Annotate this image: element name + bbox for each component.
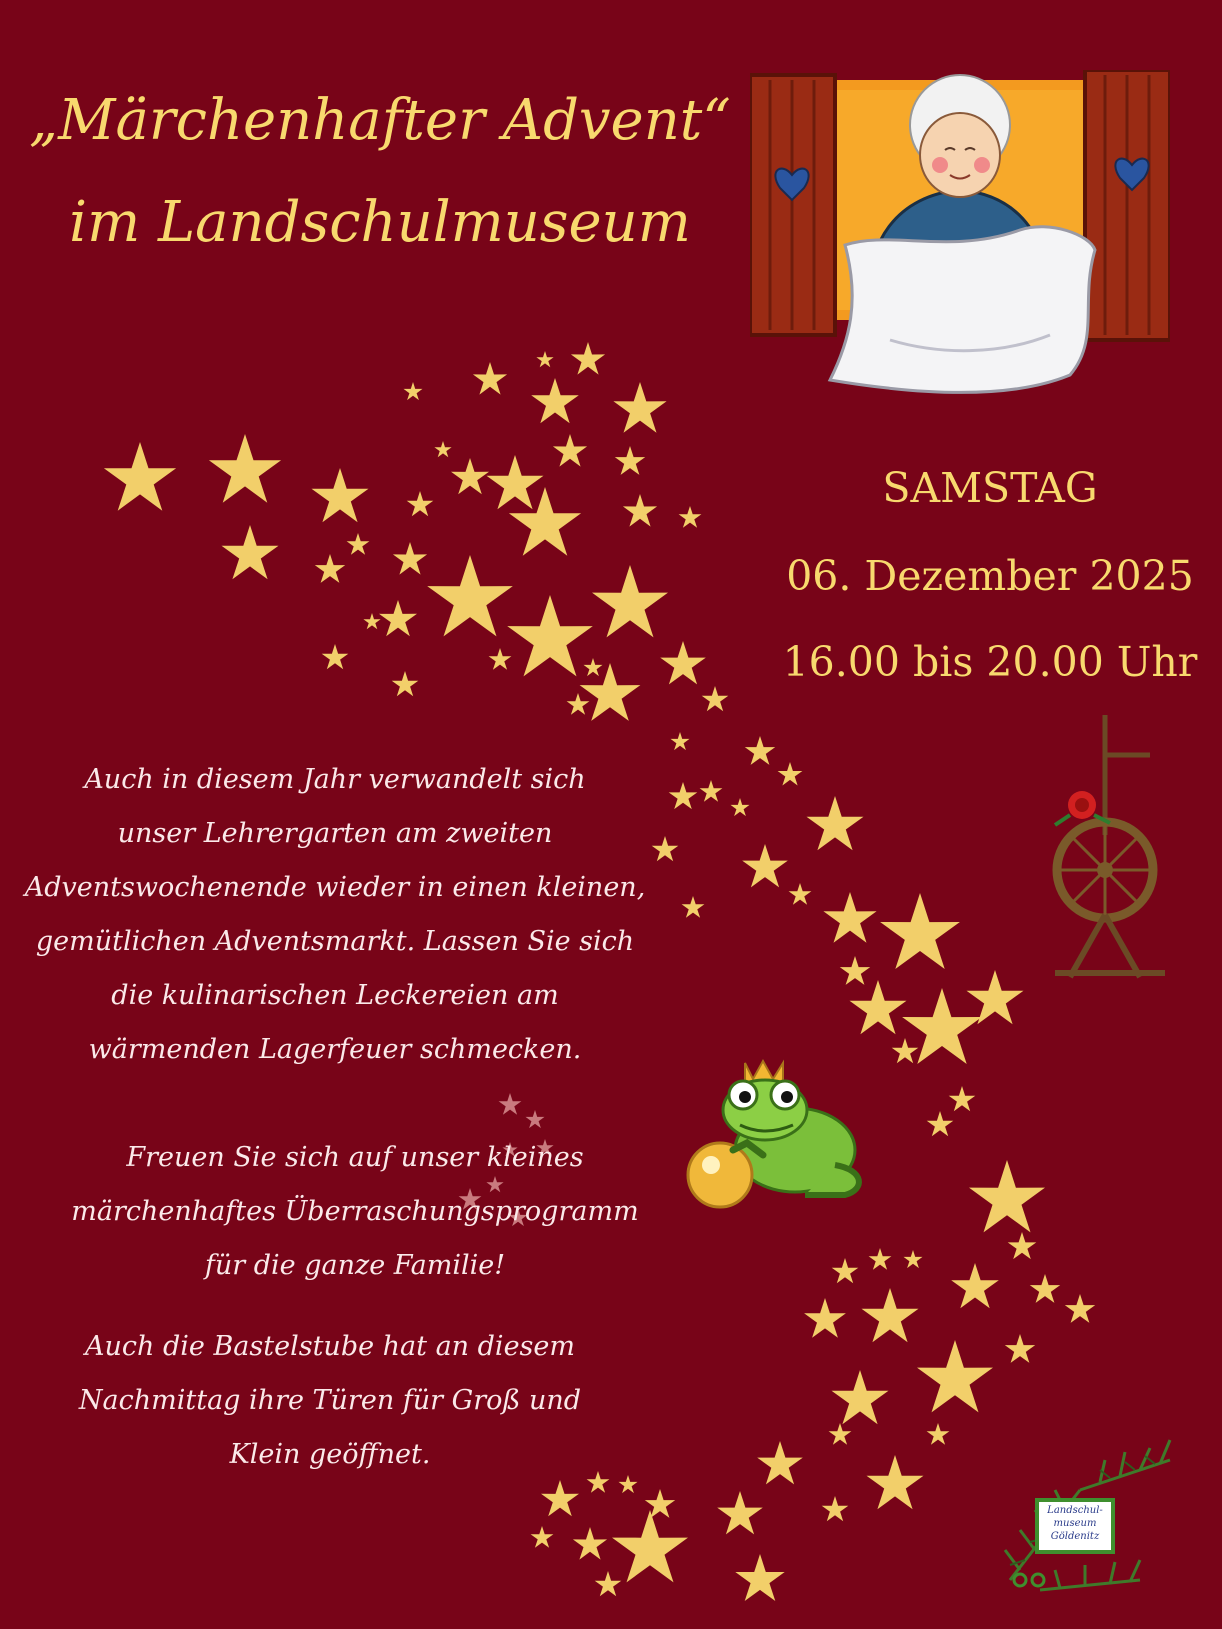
star-icon: [451, 458, 489, 494]
star-icon: [584, 658, 603, 676]
star-icon: [392, 671, 419, 696]
star-icon: [757, 1441, 803, 1484]
star-icon: [507, 595, 593, 676]
star-icon: [379, 600, 417, 636]
star-icon: [679, 506, 702, 528]
title-line-1: „Märchenhafter Advent“: [29, 88, 731, 153]
star-icon: [315, 554, 345, 583]
star-icon: [473, 362, 507, 395]
title-line-2: im Landschulmuseum: [69, 190, 691, 255]
star-icon: [927, 1423, 950, 1445]
star-icon: [623, 494, 657, 527]
star-icon: [789, 883, 812, 905]
star-icon: [567, 693, 590, 715]
star-icon: [487, 455, 544, 509]
star-icon: [209, 434, 281, 503]
star-icon: [702, 686, 729, 711]
star-icon: [823, 892, 876, 943]
star-icon: [489, 648, 512, 670]
star-icon: [904, 1250, 923, 1268]
paragraph-market: Auch in diesem Jahr verwandelt sich unser Lehrergarten am zweiten Adventswochenende wieder in einen kleinen, gemütlichen Adventsmarkt. Lassen Sie sich die kulinarischen Leckereien am wärmenden Lagerfeuer schmecken.: [24, 764, 646, 1065]
star-icon: [892, 1038, 919, 1063]
star-icon: [536, 351, 553, 367]
star-icon: [619, 1475, 638, 1493]
star-icon: [832, 1370, 889, 1424]
star-icon: [731, 798, 750, 816]
frog-prince-icon: [685, 1055, 885, 1215]
star-icon: [917, 1340, 993, 1412]
star-icon: [541, 1480, 579, 1516]
star-icon: [571, 342, 605, 375]
star-icon: [652, 836, 679, 861]
star-icon: [840, 956, 870, 985]
paragraph-workshop: Auch die Bastelstube hat an diesem Nachmittag ihre Türen für Groß und Klein geöffnet.: [78, 1331, 582, 1470]
star-icon: [778, 762, 803, 786]
star-icon: [829, 1423, 852, 1445]
star-icon: [700, 780, 723, 802]
star-icon: [822, 1496, 849, 1521]
star-icon: [1008, 1232, 1037, 1259]
star-icon: [347, 533, 370, 555]
star-icon: [1030, 1274, 1060, 1303]
star-icon: [499, 1093, 522, 1115]
star-icon: [1005, 1334, 1035, 1363]
star-icon: [717, 1491, 763, 1534]
window-woman-illustration: [750, 70, 1170, 410]
star-icon: [407, 491, 434, 516]
star-icon: [969, 1160, 1045, 1232]
star-icon: [526, 1110, 545, 1128]
star-icon: [927, 1111, 954, 1136]
star-icon: [613, 382, 666, 433]
star-icon: [660, 641, 706, 684]
star-icon: [222, 525, 279, 579]
star-icon: [595, 1571, 622, 1596]
star-icon: [312, 468, 369, 522]
event-day: SAMSTAG: [882, 464, 1098, 512]
star-icon: [869, 1248, 892, 1270]
star-icon: [967, 970, 1024, 1024]
star-icon: [104, 442, 176, 511]
star-icon: [592, 565, 668, 637]
star-icon: [745, 736, 775, 765]
star-icon: [615, 446, 645, 475]
star-icon: [573, 1527, 607, 1560]
star-icon: [553, 434, 587, 467]
star-icon: [867, 1455, 924, 1509]
spinning-wheel-icon: [1040, 715, 1190, 985]
star-icon: [404, 382, 423, 400]
star-icon: [322, 644, 349, 669]
event-time: 16.00 bis 20.00 Uhr: [782, 638, 1198, 686]
star-icon: [862, 1288, 919, 1342]
event-date: 06. Dezember 2025: [786, 552, 1194, 600]
star-icon: [902, 988, 982, 1064]
star-icon: [804, 1298, 846, 1338]
star-icon: [682, 896, 705, 918]
star-icon: [434, 441, 451, 457]
star-icon: [669, 782, 698, 809]
star-icon: [531, 378, 579, 423]
star-icon: [363, 613, 380, 629]
star-icon: [671, 732, 690, 750]
star-icon: [531, 1526, 554, 1548]
star-icon: [880, 893, 960, 969]
star-icon: [850, 980, 907, 1034]
star-icon: [951, 1263, 999, 1308]
star-icon: [1065, 1294, 1095, 1323]
star-icon: [735, 1554, 784, 1601]
star-icon: [949, 1086, 976, 1111]
star-icon: [393, 542, 427, 575]
star-icon: [832, 1258, 859, 1283]
star-icon: [807, 796, 864, 850]
star-icon: [742, 844, 788, 887]
museum-logo: Landschul- museum Göldenitz: [1035, 1498, 1115, 1554]
star-icon: [612, 1510, 688, 1582]
paragraph-program: Freuen Sie sich auf unser kleines märchenhaftes Überraschungsprogramm für die ganze Familie!: [71, 1142, 639, 1281]
star-icon: [427, 555, 513, 636]
